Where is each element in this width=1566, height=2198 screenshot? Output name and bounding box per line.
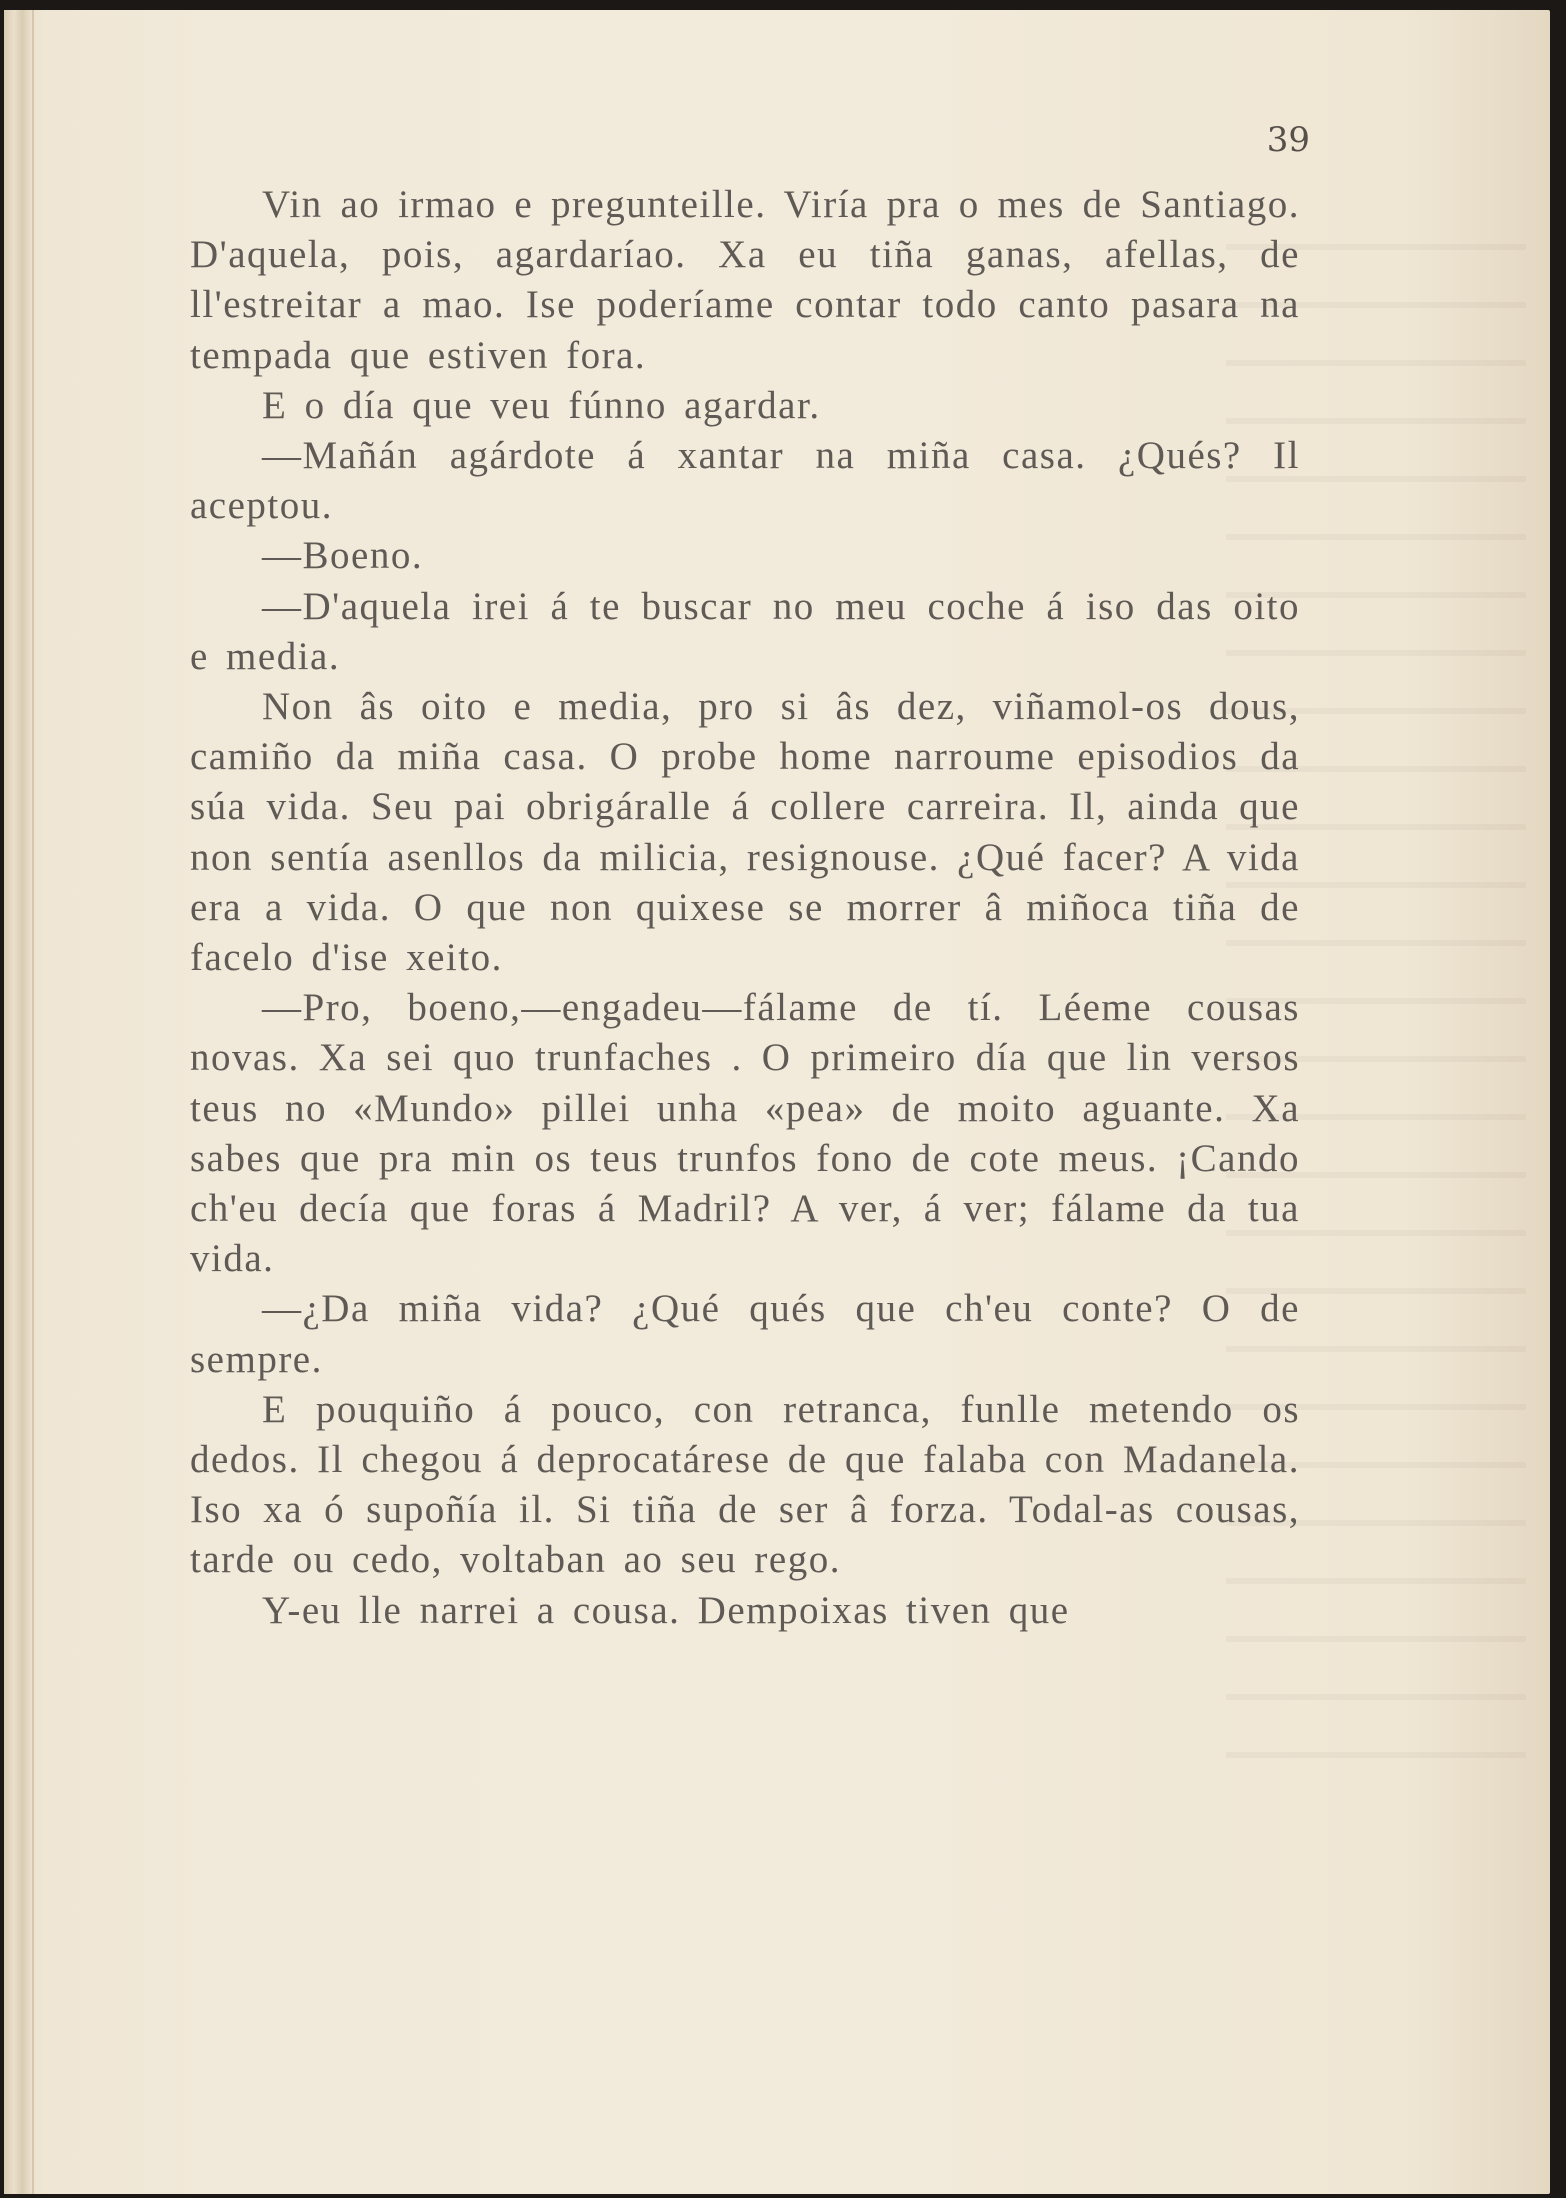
paragraph: Vin ao irmao e pregunteille. Viría pra o mes de Santiago. D'aquela, pois, agardaríao. Xa eu tiña ganas, afellas, de ll'estreitar a mao. Ise poderíame contar todo canto pasara na tempada que estiven fora.: [190, 183, 1300, 377]
paragraph: E o día que veu fúnno agardar.: [262, 383, 821, 427]
page-number: 39: [1266, 120, 1310, 160]
paragraph: —Pro, boeno,—engadeu—fálame de tí. Léeme cousas novas. Xa sei quo trunfaches . O primeiro día que lin versos teus no «Mundo» pillei unha «pea» de moito aguante. Xa sabes que pra min os teus trunfos fono de cote meus. ¡Cando ch'eu decía que foras á Madril? A ver, á ver; fálame da tua vida.: [190, 986, 1300, 1281]
paragraph: E pouquiño á pouco, con retranca, funlle metendo os dedos. Il chegou á deprocatárese de que falaba con Madanela. Iso xa ó supoñía il. Si tiña de ser â forza. Todal-as cousas, tarde ou cedo, voltaban ao seu rego.: [190, 1387, 1300, 1582]
paragraph: Non âs oito e media, pro si âs dez, viñamol-os dous, camiño da miña casa. O probe home narroume episodios da súa vida. Seu pai obrigáralle á collere carreira. Il, ainda que non sentía asenllos da milicia, resignouse. ¿Qué facer? A vida era a vida. O que non quixese se morrer â miñoca tiña de facelo d'ise xeito.: [190, 685, 1300, 980]
paragraph: Y-eu lle narrei a cousa. Dempoixas tiven que: [262, 1588, 1070, 1632]
body-text: [190, 180, 1300, 1636]
page-binding: [4, 10, 34, 2194]
binding-crease: [32, 10, 34, 2194]
paragraph: —Mañán agárdote á xantar na miña casa. ¿Qués? Il aceptou.: [190, 434, 1300, 528]
paragraph: —D'aquela irei á te buscar no meu coche á iso das oito e media.: [190, 584, 1300, 678]
paragraph: —¿Da miña vida? ¿Qué qués que ch'eu conte? O de sempre.: [190, 1287, 1300, 1381]
paragraph: —Boeno.: [262, 534, 424, 578]
